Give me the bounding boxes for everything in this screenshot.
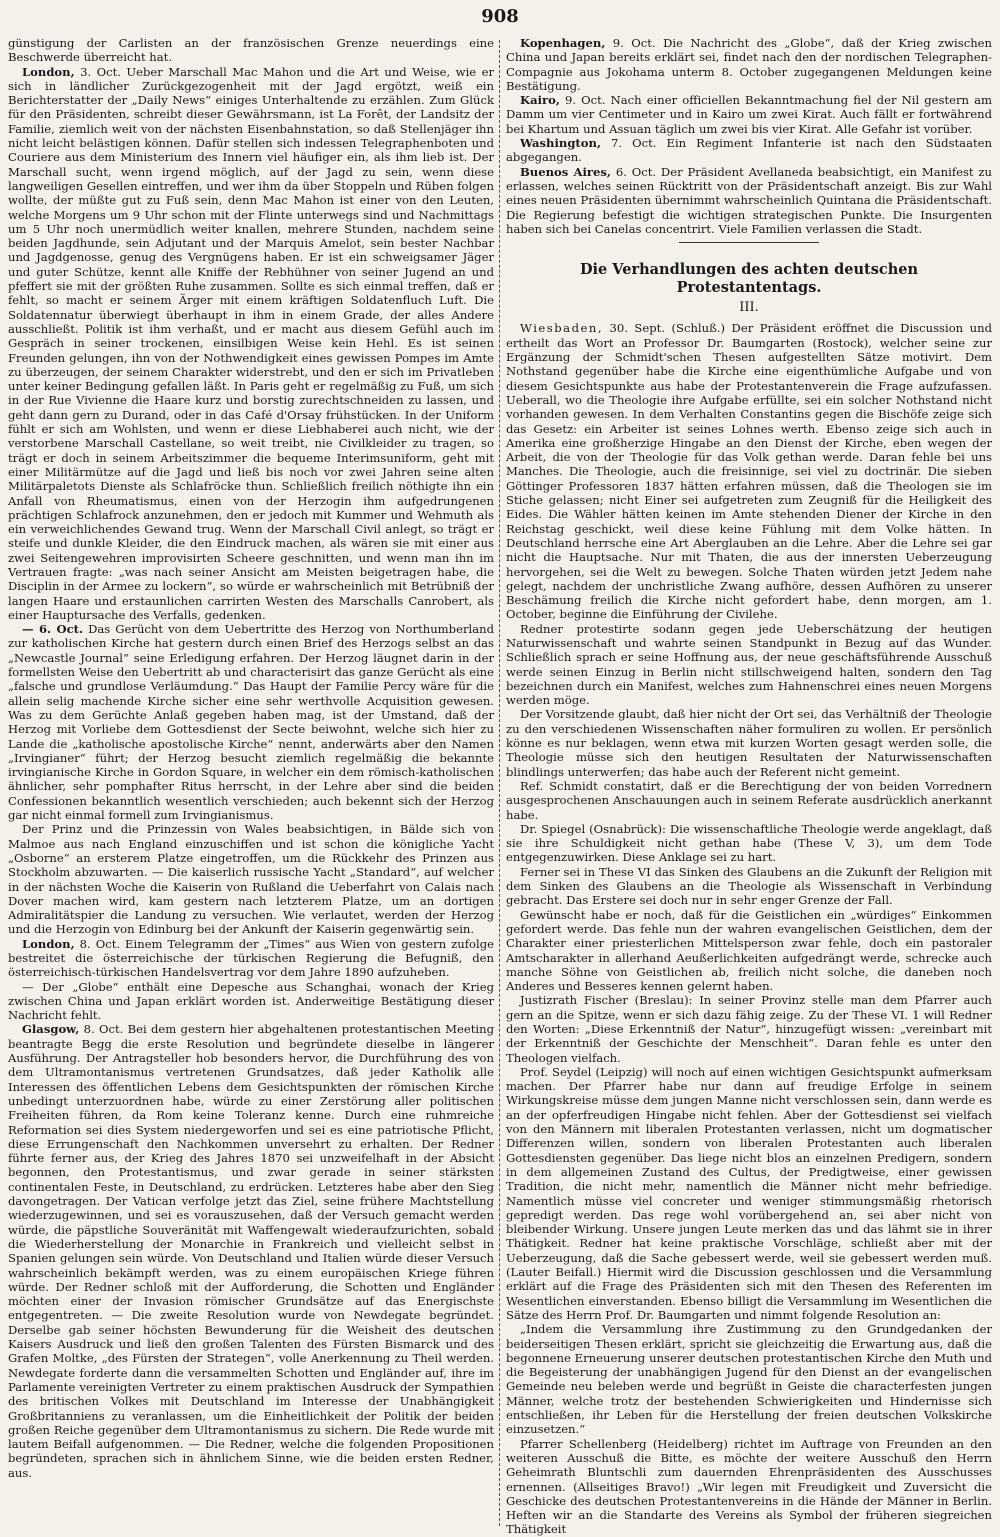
- article-paragraph: — 6. Oct. Das Gerücht von dem Uebertritte des Herzog von Northumberland zur katholischen Kirche hat gestern durch einen Brief des Herzogs selbst an das „Newcastle Journal“ seine Erledigung erfahren. Der Herzog läugnet darin in der formellsten Weise den Uebertritt ab und characterisirt das ganze Gerücht als eine „falsche und grundlose Verläumdung.“ Das Haupt der Familie Percy wäre für die allein selig machende Kirche sicher eine sehr werthvolle Acquisition gewesen. Was zu dem Gerüchte Anlaß gegeben haben mag, ist der Umstand, daß der Herzog mit Vorliebe dem Gottesdienst der Secte beiwohnt, welche sich hier zu Lande die „katholische apostolische Kirche“ nennt, anderwärts aber den Namen „Irvingianer“ führt; der Herzog besucht ziemlich regelmäßig die bekannte irvingianische Kirche in Gordon Square, in welcher ein dem römisch-katholischen ähnlicher, sehr pomphafter Ritus herrscht, in der Lehre aber sind die beiden Confessionen bekanntlich wesentlich verschieden; auch bekennt sich der Herzog gar nicht einmal formell zum Irvingianismus.: [8, 622, 494, 823]
- section-heading: Die Verhandlungen des achten deutschen Protestantentags.: [579, 261, 919, 297]
- article-paragraph: Gewünscht habe er noch, daß für die Geistlichen ein „würdiges“ Einkommen gefordert werde. Das fehle nun der wahren evangelischen Geistlichen, dem der Charakter einer priesterlichen Mittelsperson zwar fehle, doch ein pastoraler Amtscharakter in allerhand Aeußerlichkeiten aufgedrängt werde, schrecke auch manche Söhne von Geistlichen ab, freilich nicht solche, die daneben noch Anderes und Besseres kennen gelernt haben.: [506, 907, 992, 994]
- article-paragraph: London, 3. Oct. Ueber Marschall Mac Mahon und die Art und Weise, wie er sich in ländlicher Zurückgezogenheit mit der Jagd ergötzt, weiß ein Berichterstatter der „Daily News“ einiges Unterhaltende zu erzählen. Zum Glück für den Präsidenten, schreibt dieser Gewährsmann, ist La Forêt, der Landsitz der Familie, ziemlich weit von der nächsten Eisenbahnstation, so daß Stellenjäger ihn nicht leicht belästigen können. Dafür stellen sich indessen Telegraphenboten und Couriere aus dem Ministerium des Innern viel häufiger ein, als ihm lieb ist. Der Marschall sucht, wenn irgend möglich, auf der Jagd zu sein, wenn diese langweiligen Gesellen eintreffen, und wer ihm da über Stoppeln und Rüben folgen wollte, der müßte gut zu Fuß sein, denn Mac Mahon ist einer von den Leuten, welche Morgens um 9 Uhr schon mit der Flinte unterwegs sind und Nachmittags um 5 Uhr noch unermüdlich weiter knallen, mehrere Stunden, nachdem seine beiden Jagdhunde, sein Adjutant und der Marquis Amelot, sein bester Nachbar und Jagdgenosse, genug des Vergnügens haben. Er ist ein schweigsamer Jäger und guter Schütze, kennt alle Kniffe der Rebhühner von seiner Jugend an und pfeffert sie mit der größten Ruhe zusammen. Sollte es sich einmal treffen, daß er fehlt, so macht er seinem Ärger mit einem kräftigen Soldatenfluch Luft. Die Soldatennatur überwiegt überhaupt in ihm in einem Grade, der alles Andere ausschließt. Politik ist ihm verhaßt, und er macht aus diesem Gefühl auch im Gespräch in seiner trockenen, einsilbigen Weise kein Hehl. Es ist seinen Freunden gelungen, ihn von der Nothwendigkeit eines gewissen Pompes im Amte zu überzeugen, der seinem Charakter widerstrebt, und den er sich im Privatleben unter keiner Bedingung gefallen läßt. In Paris geht er regelmäßig zu Fuß, um sich in der Rue Vivienne die Haare kurz und borstig zurechtschneiden zu lassen, und geht dann gern zu Durand, oder in das Café d'Orsay frühstücken. In der Uniform fühlt er sich am Wohlsten, und wenn er diese Liebhaberei auch nicht, wie der verstorbene Marschall Castellane, so weit treibt, nie Civilkleider zu tragen, so trägt er doch in seinem Arbeitszimmer die bequeme Interimsuniform, geht mit einer Militärmütze auf die Jagd und ließ bis noch vor zwei Jahren seine alten Militärpaletots Dienste als Schlafröcke thun. Schließlich freilich nöthigte ihn ein Anfall von Rheumatismus, einen von der Herzogin ihm aufgedrungenen prächtigen Schlafrock anzunehmen, den er jedoch mit Kummer und Wehmuth als ein verweichlichendes Gewand trug. Wenn der Marschall Civil anlegt, so trägt er steife und dunkle Kleider, die den Eindruck machen, als wären sie mit einer aus zwei Seitengewehren improvisirten Scheere geschnitten, und wenn man ihn im Vertrauen fragte: „was nach seiner Ansicht am Meisten beigetragen habe, die Disciplin in der Armee zu lockern“, so würde er wahrscheinlich mit Betrübniß der langen Haare und erstaunlichen carrirten Westen des Marschalls Canrobert, als einer Hauptursache des Verfalls, gedenken.: [8, 64, 494, 622]
- article-paragraph: Pfarrer Schellenberg (Heidelberg) richtet im Auftrage von Freunden an den weiteren Ausschuß die Bitte, es möchte der weitere Ausschuß den Herrn Geheimrath Bluntschli zum dauernden Ehrenpräsidenten des Ausschusses ernennen. (Allseitiges Bravo!) „Wir legen mit Freudigkeit und Zuversicht die Geschicke des deutschen Protestantenvereins in die Hände der Männer in Berlin. Heften wir an die Standarte des Vereins als Symbol der früheren siegreichen Thätigkeit: [506, 1436, 992, 1537]
- article-paragraph: Dr. Spiegel (Osnabrück): Die wissenschaftliche Theologie werde angeklagt, daß sie ihre Schuldigkeit nicht gethan habe (These V, 3), um dem Tode entgegenzuwirken. Diese Anklage sei zu hart.: [506, 821, 992, 865]
- article-paragraph: Ferner sei in These VI das Sinken des Glaubens an die Zukunft der Religion mit dem Sinken des Glaubens an die Theologie als Wissenschaft in Verbindung gebracht. Das Erstere sei doch nur in sehr enger Grenze der Fall.: [506, 864, 992, 908]
- telegram-paragraph: Washington, 7. Oct. Ein Regiment Infanterie ist nach den Südstaaten abgegangen.: [506, 136, 992, 165]
- article-paragraph: Der Vorsitzende glaubt, daß hier nicht der Ort sei, das Verhältniß der Theologie zu den verschiedenen Wissenschaften näher formuliren zu wollen. Er persönlich könne es nur beklagen, wenn etwa mit kurzen Worten gesagt werden solle, die Theologie müsse sich den heutigen Resultaten der Naturwissenschaften blindlings unterwerfen; das habe auch der Referent nicht gemeint.: [506, 707, 992, 779]
- resolution-quote: „Indem die Versammlung ihre Zustimmung zu den Grundgedanken der beiderseitigen Thesen erklärt, spricht sie gleichzeitig die Erwartung aus, daß die begonnene Erneuerung unserer deutschen protestantischen Kirche den Muth und die Begeisterung der unabhängigen Jugend für den Dienst an der evangelischen Gemeinde neu beleben werde und begrüßt in Geiste die characterfesten jungen Männer, welche trotz der bestehenden Schwierigkeiten und Hindernisse sich entschließen, ihr Leben für die Herstellung der freien deutschen Volkskirche einzusetzen.“: [506, 1322, 992, 1437]
- article-paragraph: Redner protestirte sodann gegen jede Ueberschätzung der heutigen Naturwissenschaft und wahrte seinen Standpunkt in Bezug auf das Wunder. Schließlich sprach er seine Hoffnung aus, der neue geschäftsführende Ausschuß werde seinen Einzug in Berlin nicht stillschweigend halten, sondern den Tag bezeichnen durch ein Manifest, welches zum Hahnenschrei eines neuen Morgens werden möge.: [506, 621, 992, 708]
- article-paragraph: — Der „Globe“ enthält eine Depesche aus Schanghai, wonach der Krieg zwischen China und Japan erklärt worden ist. Anderweitige Bestätigung dieser Nachricht fehlt.: [8, 979, 494, 1023]
- column-divider: [499, 40, 501, 1526]
- section-part-number: III.: [739, 300, 759, 316]
- section-rule: [679, 242, 819, 243]
- telegram-paragraph: Buenos Aires, 6. Oct. Der Präsident Avellaneda beabsichtigt, ein Manifest zu erlassen, welches seinen Rücktritt von der Präsidentschaft anzeigt. Bis zur Wahl eines neuen Präsidenten übernimmt wahrscheinlich Quintana die Präsidentschaft. Die Regierung befestigt die wichtigen strategischen Punkte. Die Insurgenten haben sich bei Canelas concentrirt. Viele Familien verlassen die Stadt.: [506, 164, 993, 236]
- article-paragraph: Glasgow, 8. Oct. Bei dem gestern hier abgehaltenen protestantischen Meeting beantragte Begg die erste Resolution und begründete dieselbe in längerer Ausführung. Der Antragsteller hob besonders hervor, die Durchführung des von dem Ultramontanismus vertretenen Grundsatzes, daß jeder Katholik alle Interessen des öffentlichen Lebens dem Gesichtspunkten der römischen Kirche unbedingt unterzuordnen habe, würde zu einer Zerstörung aller politischen Freiheiten führen, da Rom keine Toleranz kenne. Durch eine ruhmreiche Reformation sei dies System niedergeworfen und sei es eine patriotische Pflicht, diese Errungenschaft den Nachkommen unversehrt zu erhalten. Der Redner führte ferner aus, der Krieg des Jahres 1870 sei unzweifelhaft in der Absicht begonnen, den Protestantismus, und zwar gerade in seiner stärksten continentalen Feste, in Deutschland, zu erdrücken. Letzteres habe aber den Sieg davongetragen. Der Vatican verfolge jetzt das Ziel, seine frühere Machtstellung wiederzugewinnen, und sei es vorauszusehen, daß der Versuch gemacht werden würde, die päpstliche Souveränität mit Waffengewalt wiederaufzurichten, sobald die Wiederherstellung der Monarchie in Frankreich und vielleicht selbst in Spanien gelungen sein würde. Von Deutschland und Italien würde dieser Versuch wahrscheinlich bekämpft werden, was zu einem europäischen Kriege führen würde. Der Redner schloß mit der Aufforderung, die Schotten und Engländer möchten einer der Invasion römischer Grundsätze auf das Energischste entgegentreten. — Die zweite Resolution wurde von Newdegate begründet. Derselbe gab seiner höchsten Bewunderung für die Weisheit des deutschen Kaisers Ausdruck und ließ den großen Talenten des Fürsten Bismarck und des Grafen Moltke, „des Fürsten der Strategen“, volle Anerkennung zu Theil werden. Newdegate forderte dann die versammelten Schotten und Engländer auf, ihre im Parlamente vereinigten Vertreter zu einem praktischen Ausdruck der Sympathien des britischen Volkes mit Deutschland im Interesse der Unabhängigkeit Großbritanniens zu veranlassen, um die Einheitlichkeit der Politik der beiden großen Reiche gegenüber dem Ultramontanismus zu sichern. Die Rede wurde mit lautem Beifall aufgenommen. — Die Redner, welche die folgenden Propositionen begründeten, sprachen sich in ähnlichem Sinne, wie die beiden ersten Redner, aus.: [8, 1022, 495, 1480]
- article-paragraph: Prof. Seydel (Leipzig) will noch auf einen wichtigen Gesichtspunkt aufmerksam machen. Der Pfarrer habe nur dann auf freudige Erfolge in seinem Wirkungskreise müsse dem jungen Manne nicht verschlossen sein, dann werde es an der opferfreudigen Hingabe nicht fehlen. Aber der Gottesdienst sei vielfach von den Männern mit liberalen Protestanten verlassen, nicht um dogmatischer Differenzen willen, sondern von liberalen Protestanten auch liberalen Gottesdiensten gegenüber. Das liege nicht blos an einzelnen Predigern, sondern in dem allgemeinen Zustand des Cultus, der Predigtweise, einer gewissen Tradition, die nicht mehr, namentlich die Männer nicht mehr befriedige. Namentlich müsse viel concreter und weniger stimmungsmäßig rhetorisch gepredigt werden. Das rege wohl vorübergehend an, sei aber nicht von bleibender Wirkung. Unsere jungen Leute merken das und das lähmt sie in ihrer Thätigkeit. Redner hat keine praktische Vorschläge, schließt aber mit der Ueberzeugung, daß die Sache gebessert werde, weil sie gebessert werden muß. (Lauter Beifall.) Hiermit wird die Discussion geschlossen und die Versammlung erklärt auf die Frage des Präsidenten sich mit den Thesen des Referenten im Wesentlichen einverstanden. Ebenso billigt die Versammlung im Wesentlichen die Sätze des Herrn Prof. Dr. Baumgarten und nimmt folgende Resolution an:: [506, 1064, 992, 1322]
- telegram-paragraph: Kairo, 9. Oct. Nach einer officiellen Bekanntmachung fiel der Nil gestern am Damm um vier Centimeter und in Kairo um zwei Kirat. Auch fällt er fortwährend bei Khartum und Assuan täglich um zwei bis vier Kirat. Alle Gefahr ist vorüber.: [506, 93, 993, 136]
- telegram-paragraph: Kopenhagen, 9. Oct. Die Nachricht des „Globe“, daß der Krieg zwischen China und Japan bereits erklärt sei, findet nach den der nordischen Telegraphen-Compagnie aus Jokohama unterm 8. October zugegangenen Meldungen keine Bestätigung.: [506, 36, 992, 93]
- article-paragraph: Justizrath Fischer (Breslau): In seiner Provinz stelle man dem Pfarrer auch gern an die Spitze, wenn er sich dazu fähig zeige. Zu der These VI. 1 will Redner den Worten: „Diese Erkenntniß der Natur“, hinzugefügt wissen: „vereinbart mit der Erkenntniß der Geschichte der Menschheit“. Daran fehle es unter den Theologen vielfach.: [506, 993, 992, 1065]
- right-column: [506, 36, 993, 1537]
- article-paragraph: günstigung der Carlisten an der französischen Grenze neuerdings eine Beschwerde überreicht hat.: [8, 36, 494, 65]
- page-number: 908: [481, 6, 519, 27]
- article-paragraph: Der Prinz und die Prinzessin von Wales beabsichtigen, in Bälde sich von Malmoe aus nach England einzuschiffen und ist schon die königliche Yacht „Osborne“ an ersterem Platze eingetroffen, um die Rückkehr des Prinzen aus Stockholm abzuwarten. — Die kaiserlich russische Yacht „Standard“, auf welcher in der nächsten Woche die Kaiserin von Rußland die Ueberfahrt von Calais nach Dover machen wird, kam gestern nach letzterem Platze, um an dortigen Admiralitätspier die Landung zu versuchen. Wie verlautet, werden der Herzog und die Herzogin von Edinburg bei der Ankunft der Kaiserin gegenwärtig sein.: [8, 822, 494, 937]
- article-paragraph: London, 8. Oct. Einem Telegramm der „Times“ aus Wien von gestern zufolge bestreitet die österreichische der türkischen Regierung die Befugniß, den österreichisch-türkischen Handelsvertrag vor dem Jahre 1890 aufzuheben.: [8, 936, 495, 980]
- left-column: [8, 36, 494, 1526]
- article-paragraph: Wiesbaden, 30. Sept. (Schluß.) Der Präsident eröffnet die Discussion und ertheilt das Wort an Professor Dr. Baumgarten (Rostock), welcher seine zur Ergänzung der Schmidt'schen Thesen aufgestellten Sätze motivirt. Dem Nothstand gegenüber habe die Kirche eine eigenthümliche Aufgabe und von diesem Gesichtspunkte aus habe der Protestantenverein die Frage aufzufassen. Ueberall, wo die Theologie ihre Aufgabe erfüllte, sei ein solcher Nothstand nicht vorhanden gewesen. In dem Verhalten Constantins gegen die Bischöfe zeige sich das Gesetz: ein Arbeiter ist seines Lohnes werth. Ebenso zeige sich auch in Amerika eine großherzige Hingabe an den Dienst der Kirche, eben wegen der Arbeit, die von der Theologie für das Volk gethan werde. Daran fehle bei uns Manches. Die Theologie, auch die freisinnige, sei viel zu doctrinär. Die sieben Göttinger Professoren 1837 hätten erfahren müssen, daß die Theologen sie im Stiche gelassen; nicht Einer sei aufgetreten zum Zeugniß für die Heiligkeit des Eides. Die Wähler hätten keinen im Amte stehenden Diener der Kirche in den Reichstag geschickt, weil diese keine Fühlung mit dem Volke hätten. In Deutschland herrsche eine Art Aberglauben an die Lehre. Aber die Lehre sei gar nicht die Hauptsache. Nur mit Thaten, die aus der innersten Ueberzeugung hervorgehen, sei die Welt zu bewegen. Solche Thaten würden jetzt Jedem nahe gelegt, nachdem der unchristliche Zwang aufhöre, dessen Aufhören zu unserer Beschämung freilich die Kirche nicht gefordert habe, denn morgen, am 1. October, beginne die Einführung der Civilehe.: [506, 321, 992, 622]
- article-paragraph: Ref. Schmidt constatirt, daß er die Berechtigung der von beiden Vorrednern ausgesprochenen Anschauungen auch in seinem Referate ausdrücklich anerkannt habe.: [506, 778, 992, 822]
